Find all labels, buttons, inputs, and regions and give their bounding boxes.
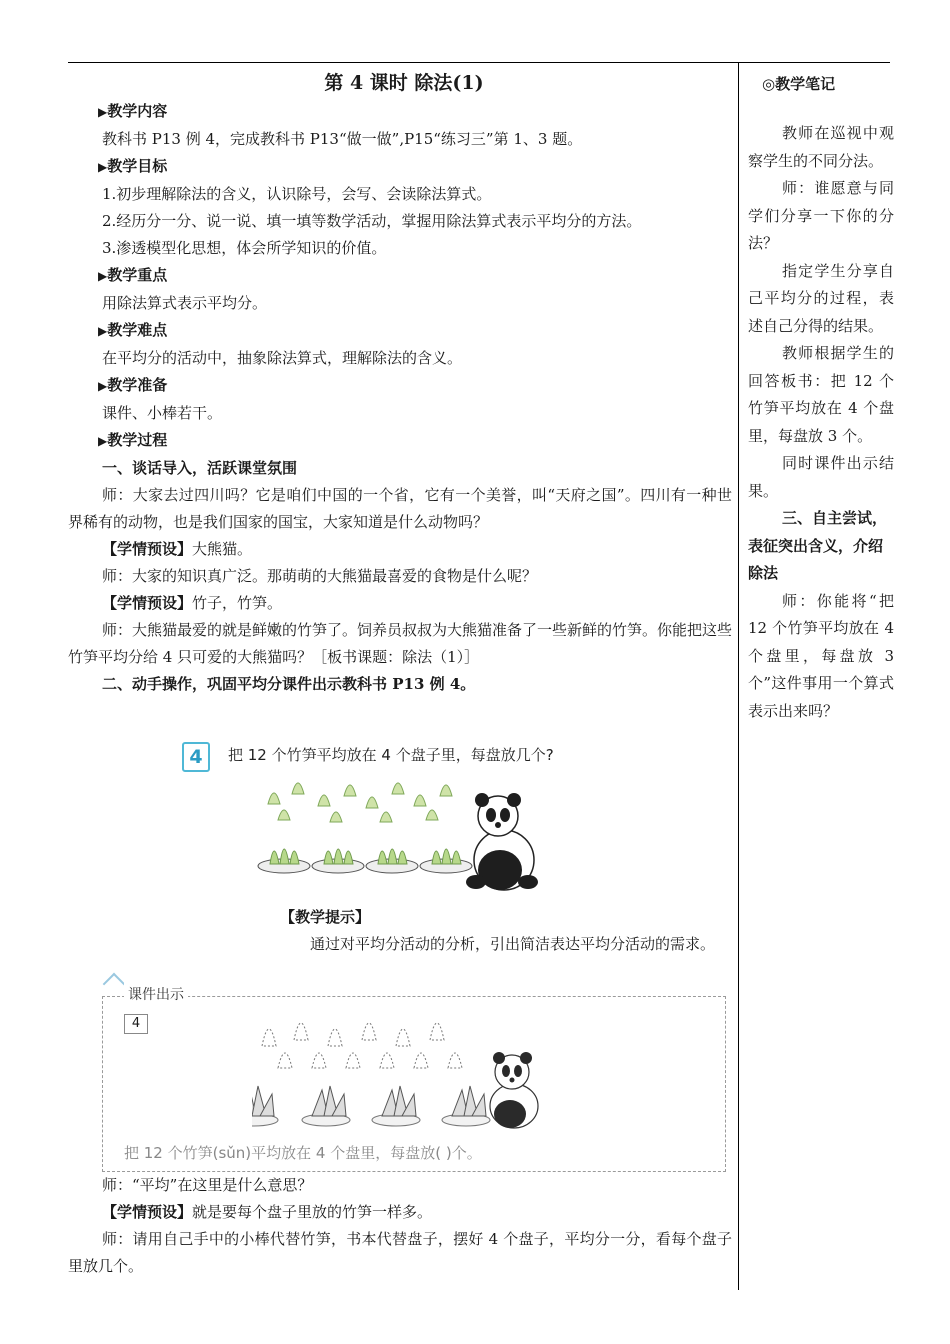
triangle-icon: ▶ [98, 105, 108, 119]
note-paragraph: 师：谁愿意与同学们分享一下你的分法？ [748, 179, 894, 252]
courseware-question: 把 12 个竹笋(sǔn)平均放在 4 个盘里，每盘放( )个。 [124, 1144, 482, 1162]
triangle-icon: ▶ [98, 434, 108, 448]
note-paragraph: 师：你能将“把 12 个竹笋平均放在 4 个盘里，每盘放 3 个”这件事用一个算式表示出来吗？ [748, 591, 894, 720]
courseware-label: 课件出示 [124, 982, 188, 1009]
notes-title: ◎教学笔记 [762, 75, 836, 93]
paragraph: 师：大家去过四川吗？它是咱们中国的一个省，它有一个美誉，叫“天府之国”。四川有一种世界稀有的动物，也是我们国家的国宝，大家知道是什么动物吗？ [68, 486, 732, 531]
preset-paragraph: 【学情预设】大熊猫。 [102, 540, 253, 558]
main-column [68, 68, 732, 1280]
content-text: 教科书 P13 例 4，完成教科书 P13“做一做”,P15“练习三”第 1、3 题。 [102, 130, 583, 148]
note-paragraph: 教师在巡视中观察学生的不同分法。 [748, 124, 894, 170]
paragraph: 师：请用自己手中的小棒代替竹笋，书本代替盘子，摆好 4 个盘子，平均分一分，看每个盘子里放几个。 [68, 1230, 732, 1275]
corner-decoration-icon [103, 973, 126, 996]
example-figure [68, 698, 732, 904]
paragraph: 师：“平均”在这里是什么意思？ [102, 1176, 313, 1194]
teaching-tip [68, 904, 732, 958]
notes-column [748, 68, 894, 725]
note-paragraph: 指定学生分享自己平均分的过程，表述自己分得的结果。 [748, 261, 894, 335]
triangle-icon: ▶ [98, 160, 108, 174]
page-title: 第 4 课时 除法(1) [324, 72, 484, 94]
key-text: 用除法算式表示平均分。 [102, 294, 268, 312]
section-goals-heading: ▶教学目标 [98, 157, 168, 175]
courseware-number-badge: 4 [124, 1014, 148, 1034]
top-rule [68, 62, 890, 63]
part2-heading: 二、动手操作，巩固平均分课件出示教科书 P13 例 4。 [102, 675, 476, 693]
example-number-badge: 4 [182, 742, 210, 772]
courseware-illustration [252, 1010, 552, 1138]
section-process-heading: ▶教学过程 [98, 431, 168, 449]
triangle-icon: ▶ [98, 324, 108, 338]
note-heading: 三、自主尝试，表征突出含义，介绍除法 [748, 509, 888, 582]
preset-paragraph: 【学情预设】竹子，竹笋。 [102, 594, 283, 612]
goal-item: 3.渗透模型化思想，体会所学知识的价值。 [102, 239, 387, 257]
panda-icon [466, 793, 538, 890]
example-question: 把 12 个竹笋平均放在 4 个盘子里，每盘放几个? [228, 746, 554, 764]
triangle-icon: ▶ [98, 269, 108, 283]
panda-icon [490, 1052, 538, 1128]
tip-text: 通过对平均分活动的分析，引出简洁表达平均分活动的需求。 [310, 935, 716, 953]
preset-paragraph: 【学情预设】就是要每个盘子里放的竹笋一样多。 [102, 1203, 433, 1221]
section-difficulty-heading: ▶教学难点 [98, 321, 168, 339]
triangle-icon: ▶ [98, 379, 108, 393]
note-paragraph: 同时课件出示结果。 [748, 454, 894, 500]
difficulty-text: 在平均分的活动中，抽象除法算式，理解除法的含义。 [102, 349, 463, 367]
part1-heading: 一、谈话导入，活跃课堂氛围 [102, 459, 298, 477]
notes-divider [738, 62, 739, 1290]
note-paragraph: 教师根据学生的回答板书：把 12 个竹笋平均放在 4 个盘里，每盘放 3 个。 [748, 344, 894, 445]
tip-title: 【教学提示】 [280, 908, 371, 926]
section-key-heading: ▶教学重点 [98, 266, 168, 284]
bamboo-shoots-illustration [248, 774, 548, 894]
courseware-box [102, 980, 726, 1172]
section-prep-heading: ▶教学准备 [98, 376, 168, 394]
paragraph: 师：大熊猫最爱的就是鲜嫩的竹笋了。饲养员叔叔为大熊猫准备了一些新鲜的竹笋。你能把这些竹笋平均分给 4 只可爱的大熊猫吗？［板书课题：除法（1）］ [68, 621, 733, 666]
prep-text: 课件、小棒若干。 [102, 404, 223, 422]
section-content-heading: ▶教学内容 [98, 102, 168, 120]
paragraph: 师：大家的知识真广泛。那萌萌的大熊猫最喜爱的食物是什么呢？ [102, 567, 538, 585]
goal-item: 2.经历分一分、说一说、填一填等数学活动，掌握用除法算式表示平均分的方法。 [102, 212, 642, 230]
goal-item: 1.初步理解除法的含义，认识除号，会写、会读除法算式。 [102, 185, 492, 203]
